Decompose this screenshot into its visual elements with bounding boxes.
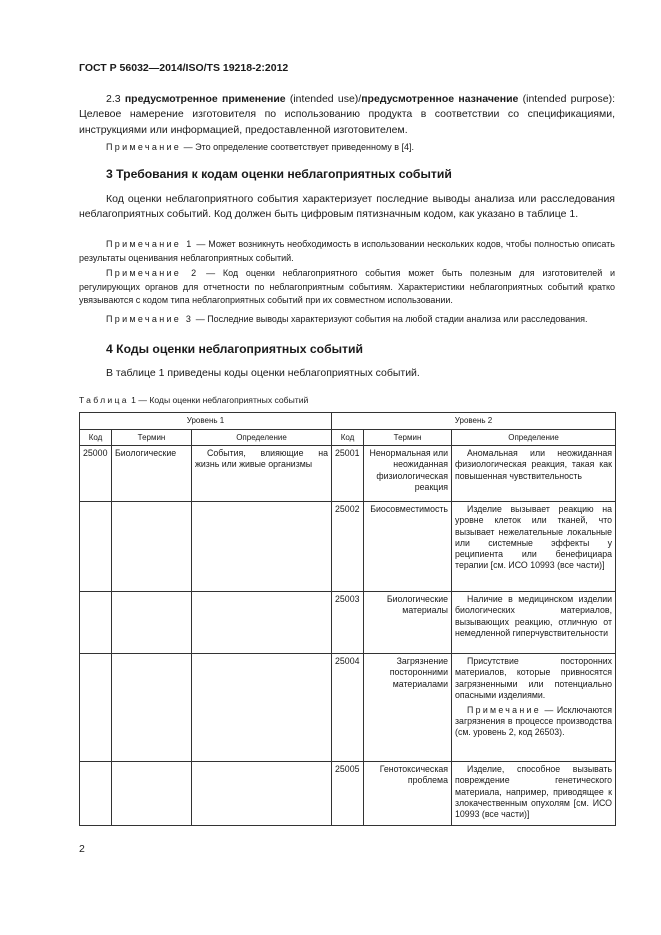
l2-definition: Наличие в медицинском изделии биологических материалов, вызывающих реакцию, отличную от немедленной гиперчувствительности [452, 592, 616, 654]
note-2-3: Примечание — Это определение соответствует приведенному в [4]. [106, 142, 415, 152]
l2-term: Ненормальная или неожиданная физиологическая реакция [364, 446, 452, 502]
l2-code: 25001 [332, 446, 364, 502]
col-code-l1: Код [80, 430, 112, 446]
term-intended-purpose: предусмотренное назначение [361, 93, 519, 105]
l1-term: Биологические [112, 446, 192, 502]
l2-term: Генотоксическая проблема [364, 762, 452, 826]
l2-definition: Изделие, способное вызывать повреждение генетического материала, например, приводящее к злокачественным опухолям [см. ИСО 10993 (все части)] [452, 762, 616, 826]
section-3-note-2: Примечание 2 — Код оценки неблагоприятного события может быть полезным для изготовителей и регулирующих органов для отчетности по неблагоприятным событиям. Характеристики неблагоприятных событий кратко увязываются с кодом типа неблагоприятных событий при их совместном использовании. [79, 268, 615, 306]
table-row [80, 502, 616, 592]
section-4-title: 4 Коды оценки неблагоприятных событий [106, 342, 363, 356]
l1-code: 25000 [80, 446, 112, 502]
level-2-header: Уровень 2 [332, 413, 616, 430]
definition-2-3: 2.3 предусмотренное применение (intended use)/предусмотренное назначение (intended purpose): Целевое намерение изготовителя по использованию продукта в соответствии со спецификациями, инструкциями или информацией, предоставленной изготовителем. [79, 93, 615, 136]
l1-definition: События, влияющие на жизнь или живые организмы [192, 446, 332, 502]
col-term-l2: Термин [364, 430, 452, 446]
section-3-paragraph: Код оценки неблагоприятного события характеризует последние выводы анализа или расследования неблагоприятных событий. Код должен быть цифровым пятизначным кодом, как указано в таблице 1. [79, 193, 615, 221]
table-row [80, 654, 616, 762]
table-row [80, 446, 616, 502]
table-header-levels [80, 413, 616, 430]
codes-table [79, 412, 616, 826]
level-1-header: Уровень 1 [80, 413, 332, 430]
term-intended-use: предусмотренное применение [124, 93, 286, 105]
l2-definition: Изделие вызывает реакцию на уровне клеток или тканей, что вызывает нежелательные локальные или системные эффекты у реципиента или бенефициара терапии [см. ИСО 10993 (все части)] [452, 502, 616, 592]
l2-code: 25002 [332, 502, 364, 592]
table-row [80, 762, 616, 826]
l2-definition: Присутствие посторонних материалов, которые привносятся загрязненными или потенциально опасными изделиями. Примечание — Исключаются загрязнения в процессе производства (см. уровень 2, код 26503). [452, 654, 616, 762]
col-def-l2: Определение [452, 430, 616, 446]
section-3-title: 3 Требования к кодам оценки неблагоприятных событий [106, 167, 452, 181]
col-code-l2: Код [332, 430, 364, 446]
l2-term: Загрязнение посторонними материалами [364, 654, 452, 762]
section-4-paragraph: В таблице 1 приведены коды оценки неблагоприятных событий. [106, 367, 420, 379]
table-header-columns [80, 430, 616, 446]
l2-definition: Аномальная или неожиданная физиологическая реакция, такая как повышенная чувствительность [452, 446, 616, 502]
document-header: ГОСТ Р 56032—2014/ISO/TS 19218-2:2012 [79, 62, 289, 74]
cell-note: Примечание — Исключаются загрязнения в процессе производства (см. уровень 2, код 26503). [455, 705, 613, 738]
l2-term: Биологические материалы [364, 592, 452, 654]
section-3-note-3: Примечание 3 — Последние выводы характеризуют события на любой стадии анализа или расследования. [106, 314, 588, 324]
col-def-l1: Определение [192, 430, 332, 446]
l2-code: 25005 [332, 762, 364, 826]
col-term-l1: Термин [112, 430, 192, 446]
l2-code: 25004 [332, 654, 364, 762]
table-caption: Таблица 1 — Коды оценки неблагоприятных событий [79, 395, 309, 405]
page-number: 2 [79, 843, 85, 855]
section-3-note-1: Примечание 1 — Может возникнуть необходимость в использовании нескольких кодов, чтобы полностью описать результаты оценивания неблагоприятных событий. [79, 239, 615, 263]
l2-code: 25003 [332, 592, 364, 654]
table-row [80, 592, 616, 654]
l2-term: Биосовместимость [364, 502, 452, 592]
